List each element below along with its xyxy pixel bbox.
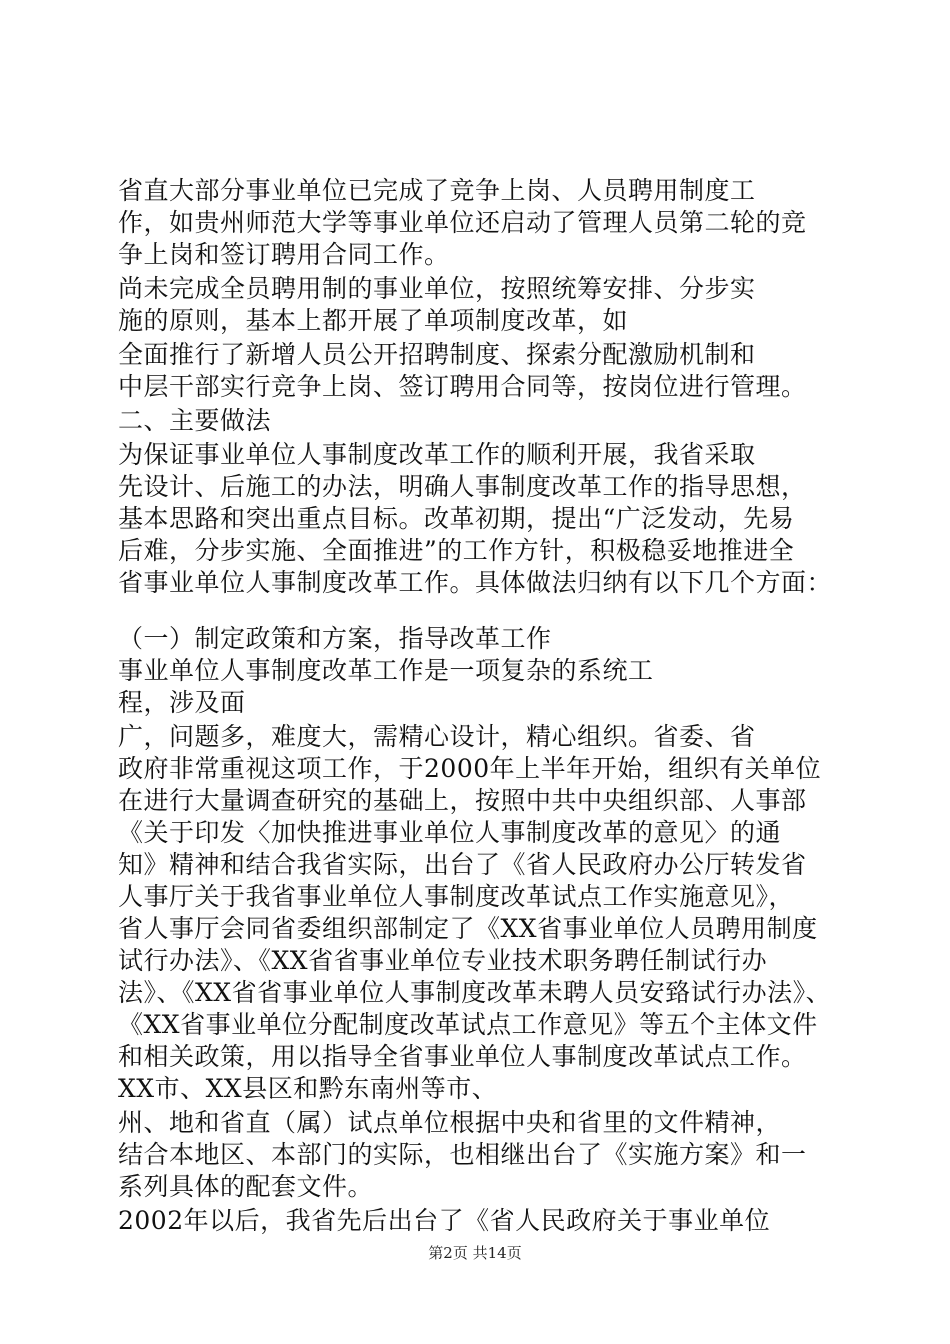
page-footer: 第2页 共14页 [428,1244,522,1262]
body-line: 为保证事业单位人事制度改革工作的顺利开展，我省采取 [118,440,756,469]
body-line: 施的原则，基本上都开展了单项制度改革，如 [118,306,629,335]
body-line: 试行办法》、《XX省省事业单位专业技术职务聘任制试行办 [118,946,768,975]
body-line: 后难，分步实施、全面推进”的工作方针，积极稳妥地推进全 [118,536,795,565]
body-line: 州、地和省直（属）试点单位根据中央和省里的文件精神， [118,1108,782,1137]
body-line: 作，如贵州师范大学等事业单位还启动了管理人员第二轮的竞 [118,208,807,237]
section-heading: 二、主要做法 [118,406,272,435]
body-line: 中层干部实行竞争上岗、签订聘用合同等，按岗位进行管理。 [118,372,807,401]
body-line: XX市、XX县区和黔东南州等市、 [118,1074,498,1103]
body-line: 省事业单位人事制度改革工作。具体做法归纳有以下几个方面： [118,568,833,597]
body-line: 人事厅关于我省事业单位人事制度改革试点工作实施意见》， [118,882,795,911]
body-line: 省直大部分事业单位已完成了竞争上岗、人员聘用制度工 [118,176,756,205]
body-line: 《关于印发〈加快推进事业单位人事制度改革的意见〉的通 [118,818,782,847]
body-line: 广，问题多，难度大，需精心设计，精心组织。省委、省 [118,722,756,751]
body-line: 争上岗和签订聘用合同工作。 [118,240,450,269]
body-line: 《XX省事业单位分配制度改革试点工作意见》等五个主体文件 [118,1010,818,1039]
subsection-heading: （一）制定政策和方案，指导改革工作 [118,624,552,653]
body-line: 省人事厅会同省委组织部制定了《XX省事业单位人员聘用制度 [118,914,818,943]
body-line: 政府非常重视这项工作，于2000年上半年开始，组织有关单位 [118,754,822,783]
body-line: 程，涉及面 [118,688,246,717]
body-line: 法》、《XX省省事业单位人事制度改革未聘人员安臵试行办法》、 [118,978,832,1007]
body-line: 尚未完成全员聘用制的事业单位，按照统筹安排、分步实 [118,274,756,303]
body-line: 全面推行了新增人员公开招聘制度、探索分配激励机制和 [118,340,756,369]
body-line: 在进行大量调查研究的基础上，按照中共中央组织部、人事部 [118,786,807,815]
body-line: 知》精神和结合我省实际，出台了《省人民政府办公厅转发省 [118,850,807,879]
body-line: 事业单位人事制度改革工作是一项复杂的系统工 [118,656,654,685]
body-line: 基本思路和突出重点目标。改革初期，提出“广泛发动，先易 [118,504,795,533]
body-line: 先设计、后施工的办法，明确人事制度改革工作的指导思想， [118,472,807,501]
body-line: 和相关政策，用以指导全省事业单位人事制度改革试点工作。 [118,1042,807,1071]
body-line: 系列具体的配套文件。 [118,1172,374,1201]
body-line: 结合本地区、本部门的实际，也相继出台了《实施方案》和一 [118,1140,807,1169]
body-line: 2002年以后，我省先后出台了《省人民政府关于事业单位 [118,1206,771,1235]
